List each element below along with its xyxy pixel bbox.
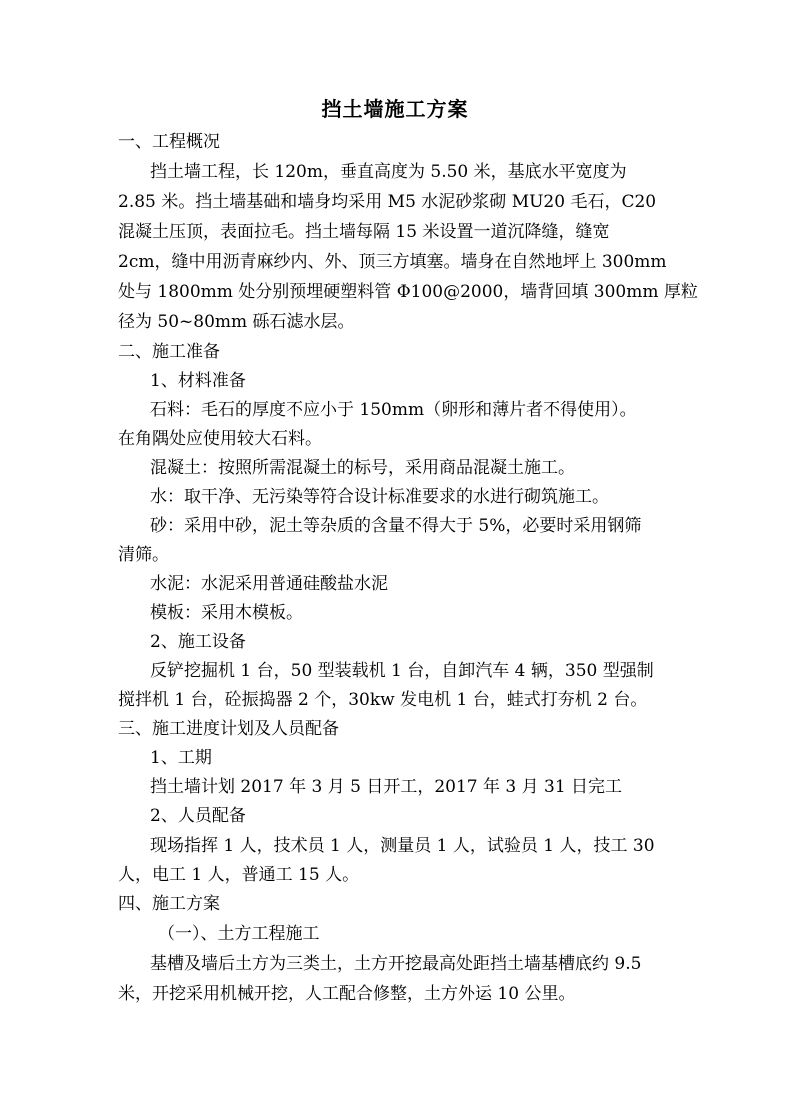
paragraph-line: 反铲挖掘机 1 台，50 型装载机 1 台，自卸汽车 4 辆，350 型强制 <box>150 661 654 681</box>
paragraph-line: 砂：采用中砂，泥土等杂质的含量不得大于 5%，必要时采用钢筛 <box>150 516 642 536</box>
paragraph-line: 水泥：水泥采用普通硅酸盐水泥 <box>150 574 388 594</box>
paragraph-line: 石料：毛石的厚度不应小于 150mm（卵形和薄片者不得使用）。 <box>150 400 637 420</box>
subsection-heading-duration: 1、工期 <box>150 748 212 768</box>
paragraph-line: 清筛。 <box>118 545 169 565</box>
paragraph-line: 搅拌机 1 台，砼振捣器 2 个，30kw 发电机 1 台，蛙式打夯机 2 台。 <box>118 690 648 710</box>
paragraph-line: 处与 1800mm 处分别预埋硬塑料管 Φ100@2000，墙背回填 300mm 厚粒 <box>118 282 698 302</box>
paragraph-line: 挡土墙工程，长 120m，垂直高度为 5.50 米，基底水平宽度为 <box>150 162 627 182</box>
section-heading-overview: 一、工程概况 <box>118 132 220 152</box>
section-heading-plan: 四、施工方案 <box>118 894 220 914</box>
paragraph-line: 2cm，缝中用沥青麻纱内、外、顶三方填塞。墙身在自然地坪上 300mm <box>118 252 667 272</box>
subsection-heading-staffing: 2、人员配备 <box>150 806 246 826</box>
section-heading-preparation: 二、施工准备 <box>118 342 220 362</box>
paragraph-line: 混凝土：按照所需混凝土的标号，采用商品混凝土施工。 <box>150 458 575 478</box>
paragraph-line: 水：取干净、无污染等符合设计标准要求的水进行砌筑施工。 <box>150 487 609 507</box>
subsection-heading-earthwork: （一）、土方工程施工 <box>158 924 320 944</box>
section-heading-schedule: 三、施工进度计划及人员配备 <box>118 719 339 739</box>
document-title: 挡土墙施工方案 <box>321 97 469 121</box>
paragraph-line: 模板：采用木模板。 <box>150 603 303 623</box>
subsection-heading-materials: 1、材料准备 <box>150 371 246 391</box>
paragraph-line: 径为 50~80mm 砾石滤水层。 <box>118 312 355 332</box>
paragraph-line: 混凝土压顶，表面拉毛。挡土墙每隔 15 米设置一道沉降缝，缝宽 <box>118 222 610 242</box>
paragraph-line: 基槽及墙后土方为三类土，土方开挖最高处距挡土墙基槽底约 9.5 <box>150 954 642 974</box>
paragraph-line: 2.85 米。挡土墙基础和墙身均采用 M5 水泥砂浆砌 MU20 毛石，C20 <box>118 192 657 212</box>
paragraph-line: 在角隅处应使用较大石料。 <box>118 429 322 449</box>
subsection-heading-equipment: 2、施工设备 <box>150 632 246 652</box>
paragraph-line: 现场指挥 1 人，技术员 1 人，测量员 1 人，试验员 1 人，技工 30 <box>150 836 655 856</box>
paragraph-line: 米，开挖采用机械开挖，人工配合修整，土方外运 10 公里。 <box>118 984 576 1004</box>
paragraph-line: 挡土墙计划 2017 年 3 月 5 日开工，2017 年 3 月 31 日完工 <box>150 777 623 797</box>
paragraph-line: 人，电工 1 人，普通工 15 人。 <box>118 865 360 885</box>
